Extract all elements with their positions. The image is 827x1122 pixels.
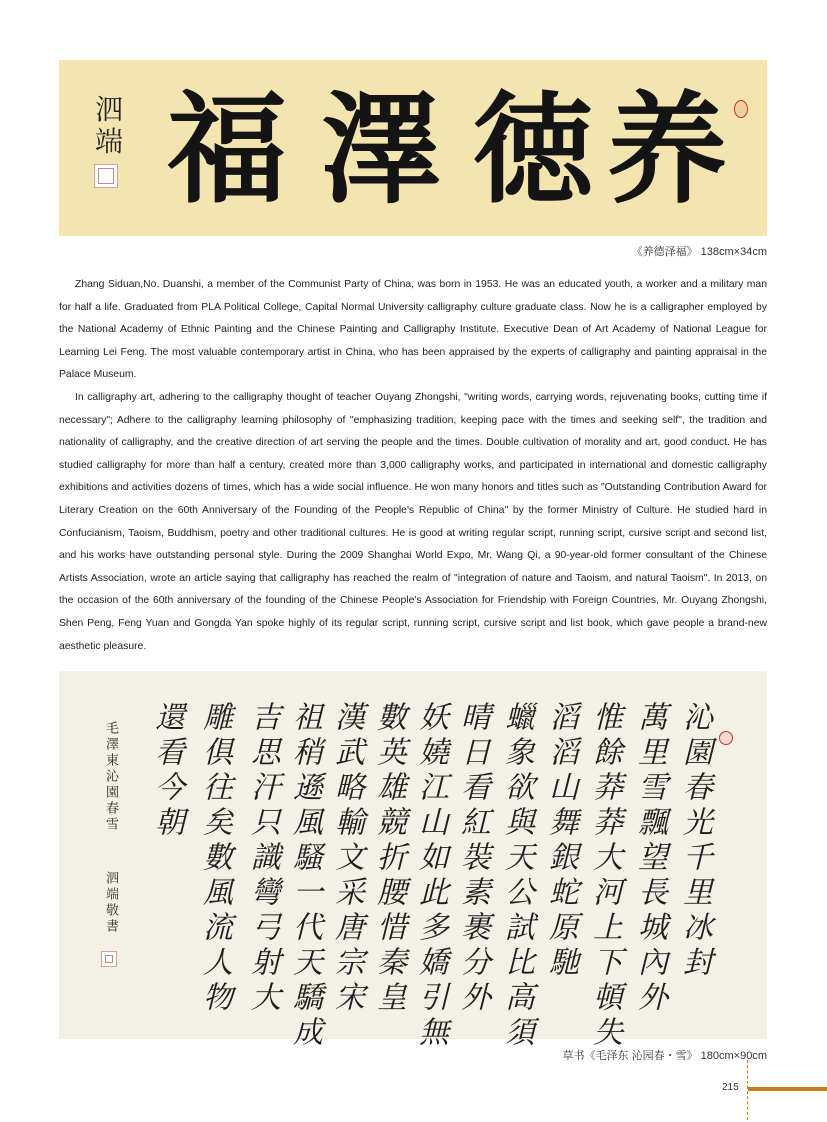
artwork2-caption: 草书《毛泽东 沁园春・雪》 180cm×90cm <box>562 1050 767 1062</box>
biography-text <box>59 274 767 658</box>
title-char: 徳 <box>473 79 593 220</box>
calligraphy-artwork-qin-yuan-chun-xue <box>59 671 767 1051</box>
page-number: 215 <box>722 1082 739 1093</box>
signature-artist: 泗端敬書 <box>103 871 118 935</box>
poem-column: 吉思汗只識彎弓射大 <box>245 701 280 1016</box>
signature-char: 泗 <box>95 93 124 126</box>
biography-paragraph: In calligraphy art, adhering to the calligraphy thought of teacher Ouyang Zhongshi, "writing words, carrying words, rejuvenating books, cutting time if necessary"; Adhere to the calligraphy learning philosophy of "emphasizing tradition, keeping pace with the times and seeking self", the tradition and nationality of calligraphy, and the creative direction of art serving the people and the times. Double cultivation of morality and art, good conduct. He has studied calligraphy for more than half a century, created more than 3,000 calligraphy works, and participated in international and domestic calligraphy exhibitions and activities dozens of times, which has a wide social influence. He won many honors and titles such as "Outstanding Contribution Award for Literary Creation on the 60th Anniversary of the Founding of the People's Republic of China" by the former Ministry of Culture. He studied hard in Confucianism, Taoism, Buddhism, poetry and other traditional cultures. He is good at writing regular script, running script, cursive script and second list, and his works have outstanding personal style. During the 2009 Shanghai World Expo, Mr. Wang Qi, a 90-year-old former consultant of the Chinese Artists Association, wrote an article saying that calligraphy has reached the realm of "integration of nature and Taoism, and natural Taoism". In 2013, on the occasion of the 60th anniversary of the founding of the Chinese People's Association for Friendship with Foreign Countries, Mr. Ouyang Zhongshi, Shen Peng, Feng Yuan and Gongda Yan spoke highly of its regular script, running script, cursive script and list book, which gave people a brand-new aesthetic pleasure. <box>59 391 767 652</box>
poem-column: 沁園春光千里冰封 <box>677 701 712 981</box>
page-accent-bar <box>748 1087 827 1091</box>
title-char: 澤 <box>321 79 441 220</box>
artist-seal-stamp <box>101 951 117 967</box>
leading-seal-stamp <box>734 100 748 118</box>
signature-title: 毛澤東沁園春雪 <box>103 721 118 833</box>
signature-char: 端 <box>95 125 124 158</box>
poem-column: 祖稍遜風騷一代天驕成 <box>287 701 322 1051</box>
poem-column: 雕俱往矣數風流人物 <box>197 701 232 1016</box>
artwork1-caption: 《养德泽福》 138cm×34cm <box>631 246 767 258</box>
poem-column: 數英雄競折腰惜秦皇 <box>371 701 406 1016</box>
title-char: 养 <box>607 79 727 220</box>
poem-column: 萬里雪飄望長城內外 <box>632 701 667 1016</box>
poem-column: 妖嬈江山如此多嬌引無 <box>413 701 448 1051</box>
poem-column: 惟餘莽莽大河上下頓失 <box>587 701 622 1051</box>
calligraphy-artwork-yang-de-ze-fu <box>59 60 767 236</box>
poem-column: 漢武略輸文采唐宗宋 <box>329 701 364 1016</box>
poem-column: 晴日看紅裝素裹分外 <box>455 701 490 1016</box>
title-char: 福 <box>167 79 287 220</box>
poem-column: 蠟象欲與天公試比高須 <box>499 701 534 1051</box>
leading-seal-stamp <box>719 731 733 745</box>
artist-seal-stamp <box>94 164 118 188</box>
poem-column: 還看今朝 <box>149 701 184 841</box>
poem-column: 滔滔山舞銀蛇原馳 <box>543 701 578 981</box>
biography-paragraph: Zhang Siduan,No. Duanshi, a member of the Communist Party of China, was born in 1953. He was an educated youth, a worker and a military man for half a life. Graduated from PLA Political College, Capital Normal University calligraphy culture graduate class. Now he is a calligrapher employed by the National Academy of Ethnic Painting and the Chinese Painting and Calligraphy Institute. Executive Dean of Art Academy of National League for Learning Lei Feng. The most valuable contemporary artist in China, who has been appraised by the experts of calligraphy and painting appraisal in the Palace Museum. <box>59 279 767 381</box>
